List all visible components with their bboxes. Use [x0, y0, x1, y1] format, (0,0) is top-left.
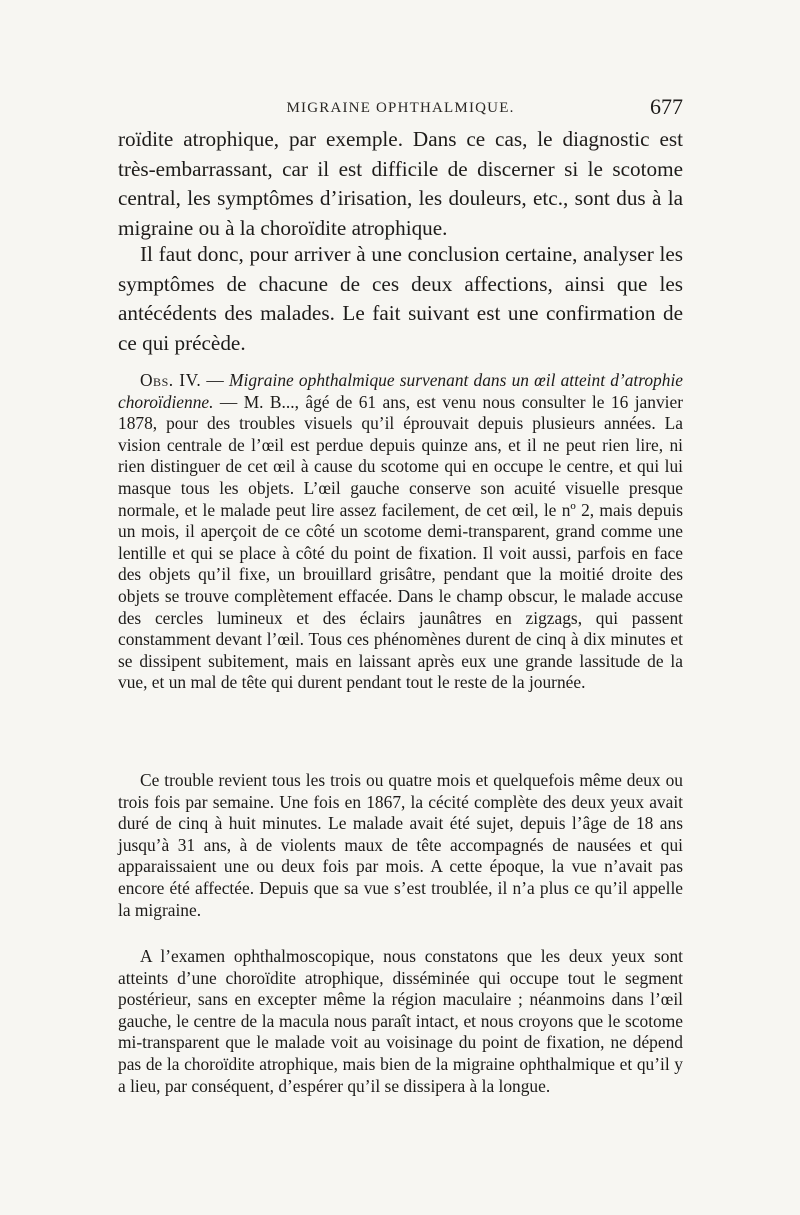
page-number: 677 [650, 94, 683, 119]
observation-continuation [118, 770, 683, 921]
paragraph-text: A l’examen ophthalmoscopique, nous constatons que les deux yeux sont atteints d’une choroïdite atrophique, disséminée qui occupe tout le segment postérieur, sans en excepter même la région maculaire ; néanmoins dans l’œil gauche, le centre de la macula nous paraît intact, et nous croyons que le scotome mi-transparent que le malade voit au voisinage du point de fixation, ne dépend pas de la choroïdite atrophique, mais bien de la migraine ophthalmique et qu’il y a lieu, par conséquent, d’espérer qu’il se dissipera à la longue. [118, 946, 683, 1096]
paragraph-text: roïdite atrophique, par exemple. Dans ce cas, le diagnostic est très-embarrassant, car il est difficile de discerner si le scotome central, les symptômes d’irisation, les douleurs, etc., sont dus à la migraine ou à la choroïdite atrophique. [118, 127, 683, 240]
paragraph-text: Ce trouble revient tous les trois ou quatre mois et quelquefois même deux ou trois fois par semaine. Une fois en 1867, la cécité complète des deux yeux avait duré de cinq à huit minutes. Le malade avait été sujet, depuis l’âge de 18 ans jusqu’à 31 ans, à de violents maux de tête accompagnés de nausées et qui apparaissaient une ou deux fois par mois. A cette époque, la vue n’avait pas encore été affectée. Depuis que sa vue s’est troublée, il n’a plus ce qu’il appelle la migraine. [118, 770, 683, 920]
paragraph-continuation [118, 125, 683, 243]
observation-body [118, 370, 683, 694]
observation-examination [118, 946, 683, 1097]
paragraph-conclusion [118, 240, 683, 358]
observation-dash: — [201, 370, 230, 390]
observation-iv [118, 370, 683, 694]
paragraph-text: Il faut donc, pour arriver à une conclusion certaine, analyser les symptômes de chacune de ces deux affections, ainsi que les antécédents des malades. Le fait suivant est une confirmation de ce qui précède. [118, 242, 683, 355]
observation-title: Migraine ophthalmique survenant dans un œil atteint d’atrophie choroïdienne. [118, 370, 683, 412]
page-header [118, 94, 683, 124]
running-title: MIGRAINE OPHTHALMIQUE. [286, 100, 515, 116]
observation-label: Obs. IV. [140, 370, 202, 390]
observation-text: — M. B..., âgé de 61 ans, est venu nous consulter le 16 janvier 1878, pour des troubles visuels qu’il éprouvait depuis plusieurs années. La vision centrale de l’œil est perdue depuis quinze ans, et il ne peut rien lire, ni rien distinguer de cet œil à cause du scotome qui en occupe le centre, et qui lui masque tous les objets. L’œil gauche conserve son acuité visuelle presque normale, et le malade peut lire assez facilement, de cet œil, le nº 2, mais depuis un mois, il aperçoit de ce côté un scotome demi-transparent, grand comme une lentille et qui se place à côté du point de fixation. Il voit aussi, parfois en face des objets qu’il fixe, un brouillard grisâtre, pendant que la moitié droite des objets se trouve complètement effacée. Dans le champ obscur, le malade accuse des cercles lumineux et des éclairs jaunâtres en zigzags, qui passent constamment devant l’œil. Tous ces phénomènes durent de cinq à dix minutes et se dissipent subitement, mais en laissant après eux une grande lassitude de la vue, et un mal de tête qui durent pendant tout le reste de la journée. [118, 391, 683, 693]
